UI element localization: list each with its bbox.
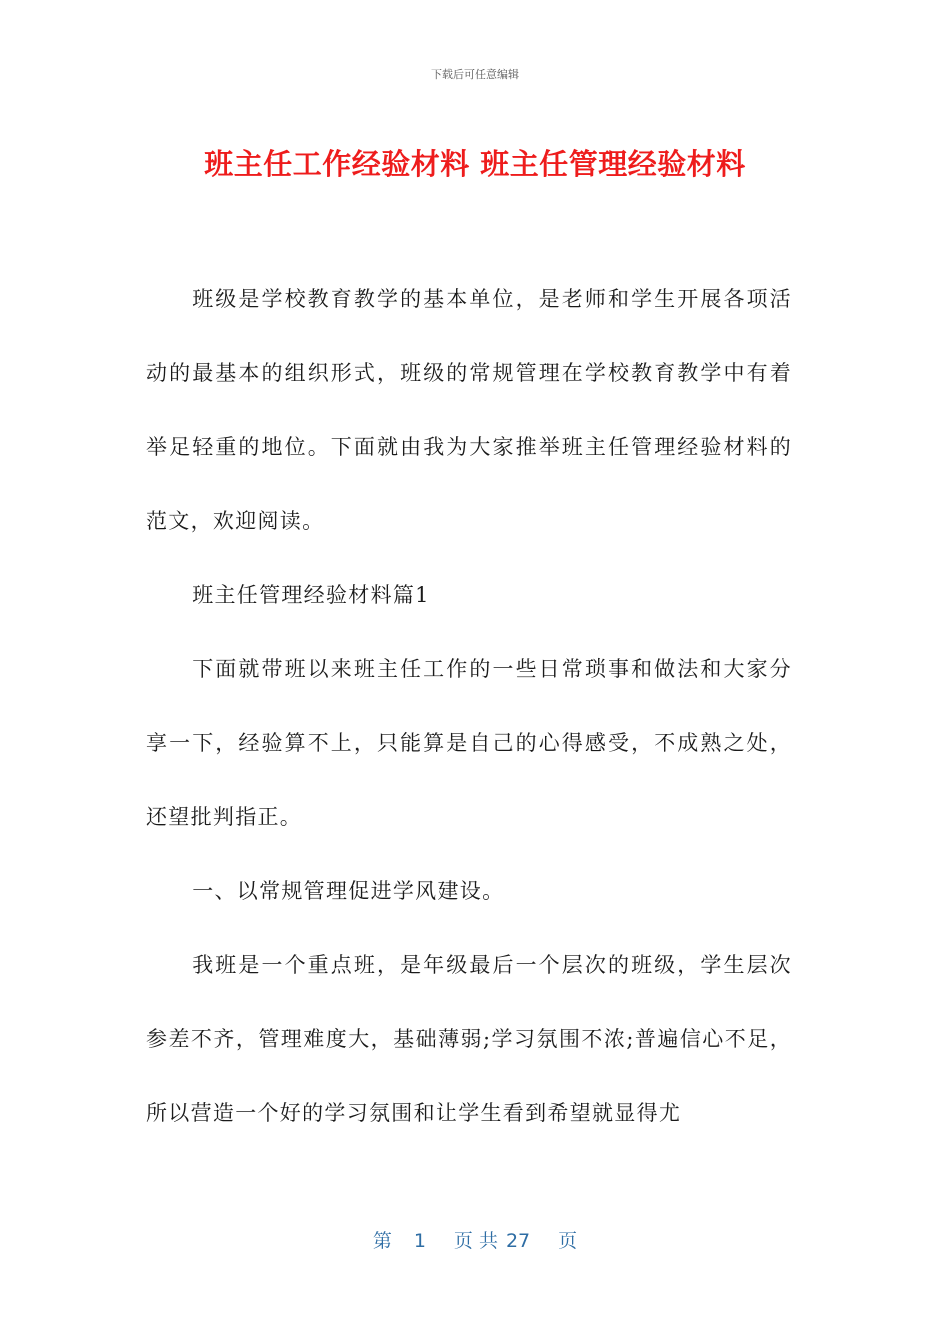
- document-title: 班主任工作经验材料 班主任管理经验材料: [204, 147, 746, 181]
- footer-current-page: 1: [413, 1230, 426, 1252]
- subsection-heading-1: 一、以常规管理促进学风建设。: [192, 879, 505, 903]
- header-note: 下载后可任意编辑: [431, 68, 519, 81]
- footer-suffix: 页: [558, 1230, 578, 1252]
- footer-total-pages: 27: [505, 1230, 531, 1252]
- section-heading-1: 班主任管理经验材料篇1: [192, 583, 430, 607]
- footer-middle: 页 共: [453, 1230, 498, 1252]
- paragraph-class-situation: 我班是一个重点班，是年级最后一个层次的班级，学生层次参差不齐，管理难度大，基础薄弱;学习氛围不浓;普遍信心不足，所以营造一个好的学习氛围和让学生看到希望就显得尤: [146, 953, 792, 1125]
- footer-prefix: 第: [372, 1230, 392, 1252]
- page-footer: [0, 1226, 950, 1253]
- paragraph-sharing: 下面就带班以来班主任工作的一些日常琐事和做法和大家分享一下，经验算不上，只能算是自己的心得感受，不成熟之处，还望批判指正。: [146, 657, 792, 829]
- paragraph-intro: 班级是学校教育教学的基本单位，是老师和学生开展各项活动的最基本的组织形式，班级的常规管理在学校教育教学中有着举足轻重的地位。下面就由我为大家推举班主任管理经验材料的范文，欢迎阅读。: [146, 287, 792, 533]
